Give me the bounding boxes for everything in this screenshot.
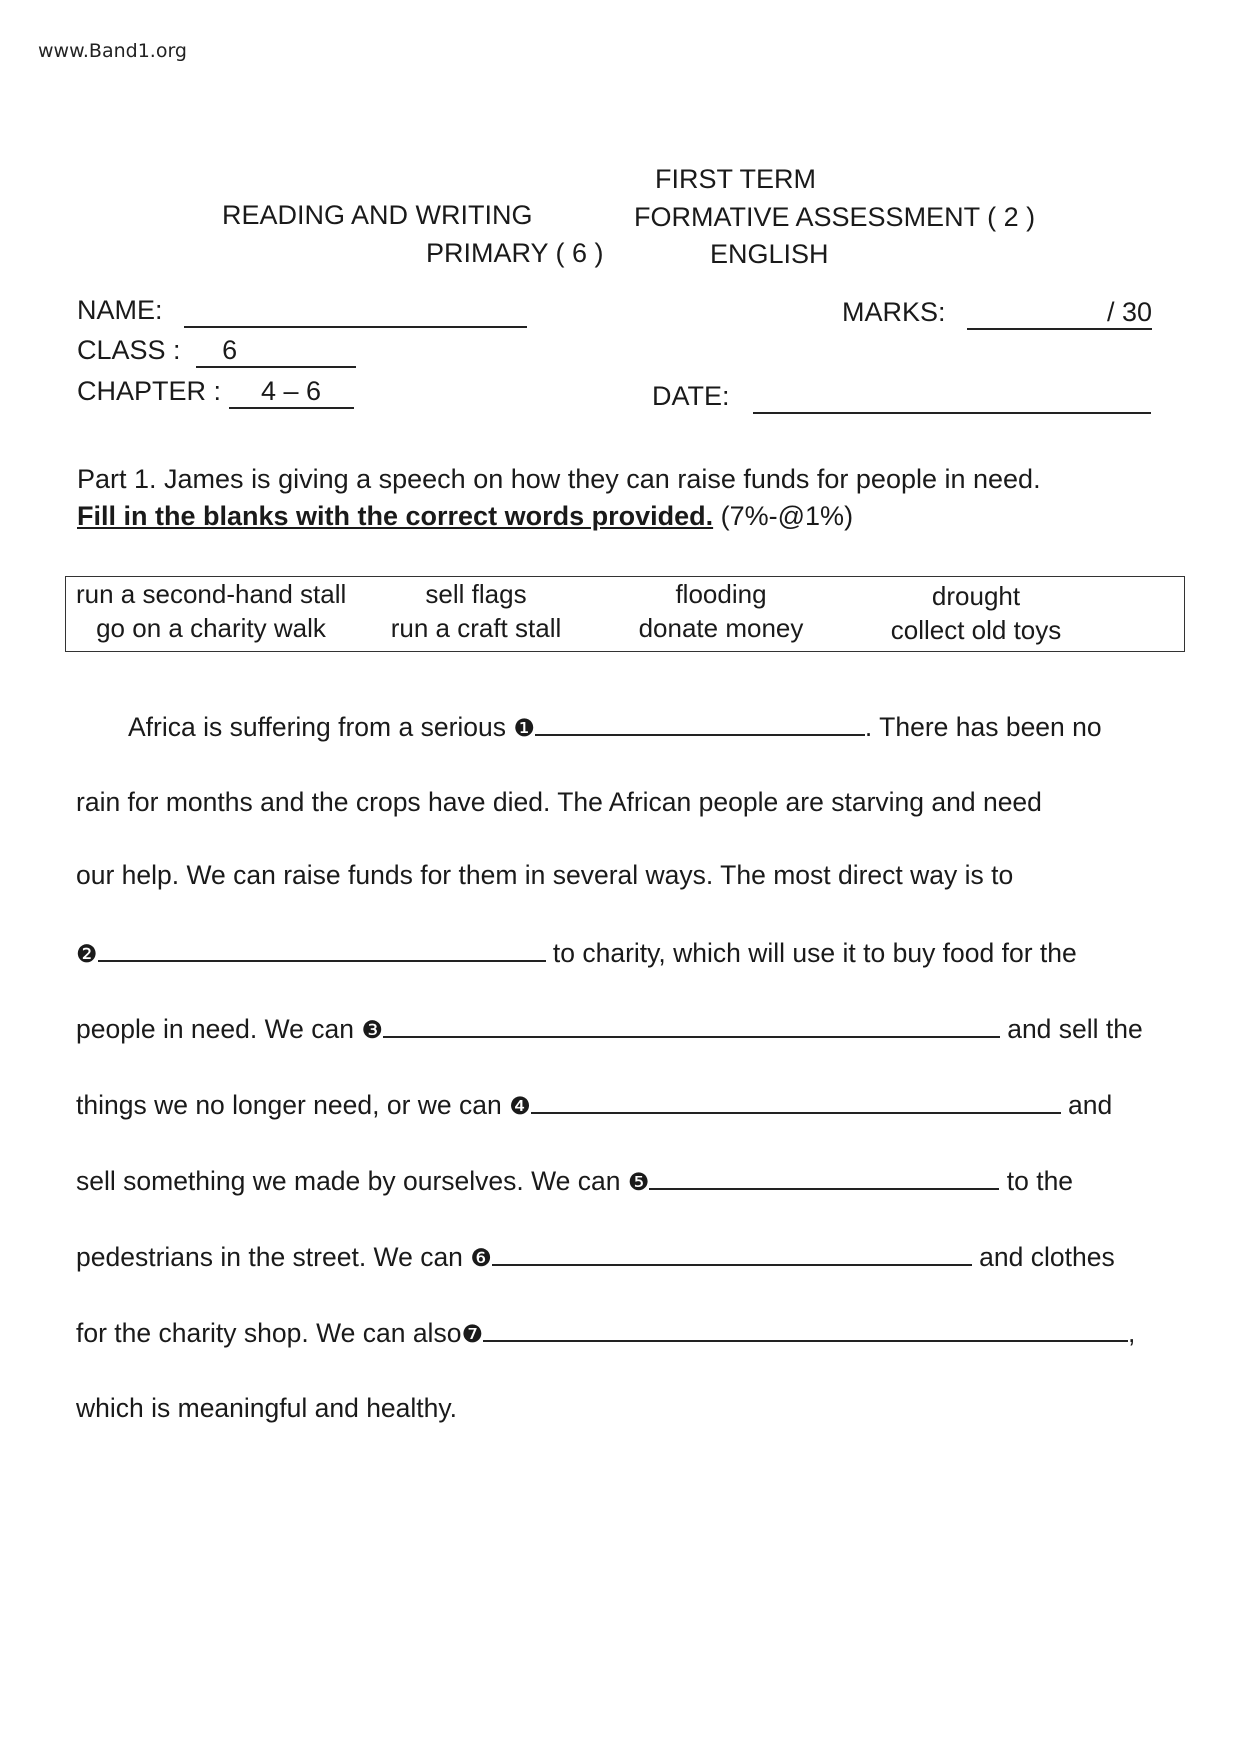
marks-total: / 30 (1107, 297, 1153, 327)
line-text: sell something we made by ourselves. We can (76, 1166, 628, 1196)
word-bank (65, 576, 1185, 652)
passage-line-5 (76, 1014, 1143, 1045)
passage-line-6 (76, 1090, 1112, 1121)
line-text: for the charity shop. We can also (76, 1318, 462, 1348)
part1-marks: (7%-@1%) (720, 501, 854, 531)
number-3-icon: ❸ (361, 1016, 383, 1044)
number-6-icon: ❻ (470, 1244, 492, 1272)
blank-5[interactable] (649, 1187, 999, 1190)
blank-6[interactable] (492, 1263, 972, 1266)
line-text: , (1127, 1318, 1136, 1348)
chapter-field (77, 376, 354, 409)
line-text: and (1060, 1090, 1113, 1120)
blank-7[interactable] (483, 1339, 1128, 1342)
blank-2[interactable] (98, 959, 546, 962)
class-field (77, 335, 356, 368)
class-input[interactable]: 6 (196, 335, 356, 368)
name-input[interactable] (184, 295, 527, 328)
word-bank-item: run a second-hand stall (76, 579, 347, 609)
line-text: pedestrians in the street. We can (76, 1242, 471, 1272)
line-text: and clothes (971, 1242, 1115, 1272)
marks-input[interactable] (967, 297, 1152, 330)
passage-line-8 (76, 1242, 1115, 1273)
word-bank-item: drought (931, 581, 1021, 611)
part1-instruction: Fill in the blanks with the correct words provided. (77, 501, 714, 531)
line-text: Africa is suffering from a serious (128, 712, 514, 742)
blank-4[interactable] (531, 1111, 1061, 1114)
chapter-input[interactable]: 4 – 6 (229, 376, 354, 409)
passage-line-7 (76, 1166, 1073, 1197)
number-1-icon: ❶ (513, 714, 535, 742)
part1-intro: Part 1. James is giving a speech on how they can raise funds for people in need. (77, 464, 1041, 494)
date-field (652, 381, 1151, 414)
number-7-icon: ❼ (461, 1320, 483, 1348)
subject-heading: READING AND WRITING (222, 200, 533, 230)
date-input[interactable] (753, 381, 1151, 414)
name-field (77, 295, 527, 328)
passage-line-10: which is meaningful and healthy. (76, 1393, 458, 1423)
class-label: CLASS : (77, 335, 181, 365)
part1-instruction-line (77, 501, 853, 532)
name-label: NAME: (77, 295, 163, 325)
watermark: www.Band1.org (38, 40, 187, 62)
word-bank-item: run a craft stall (390, 613, 562, 643)
passage-line-4 (76, 938, 1077, 969)
number-5-icon: ❺ (627, 1168, 650, 1196)
blank-1[interactable] (535, 733, 865, 736)
marks-label: MARKS: (842, 297, 946, 327)
line-text: to the (999, 1166, 1074, 1196)
date-label: DATE: (652, 381, 730, 411)
level-heading: PRIMARY ( 6 ) (426, 238, 604, 268)
blank-3[interactable] (383, 1035, 1000, 1038)
line-text: to charity, which will use it to buy food for the (545, 938, 1077, 968)
word-bank-item: flooding (675, 579, 767, 609)
term-heading: FIRST TERM (655, 164, 817, 194)
line-text: things we no longer need, or we can (76, 1090, 510, 1120)
chapter-label: CHAPTER : (77, 376, 222, 406)
word-bank-item: sell flags (425, 579, 527, 609)
line-text: people in need. We can (76, 1014, 362, 1044)
language-heading: ENGLISH (710, 239, 829, 269)
marks-field (842, 297, 1152, 330)
passage-line-3: our help. We can raise funds for them in several ways. The most direct way is to (76, 860, 1014, 890)
assessment-heading: FORMATIVE ASSESSMENT ( 2 ) (634, 202, 1036, 232)
line-text: . There has been no (864, 712, 1102, 742)
line-text: and sell the (999, 1014, 1143, 1044)
number-2-icon: ❷ (76, 940, 98, 968)
word-bank-item: collect old toys (890, 615, 1062, 645)
passage-line-9 (76, 1318, 1135, 1349)
word-bank-item: donate money (638, 613, 804, 643)
number-4-icon: ❹ (509, 1092, 531, 1120)
passage-line-2: rain for months and the crops have died. The African people are starving and need (76, 787, 1042, 817)
passage-line-1 (128, 712, 1102, 743)
word-bank-item: go on a charity walk (96, 613, 326, 643)
